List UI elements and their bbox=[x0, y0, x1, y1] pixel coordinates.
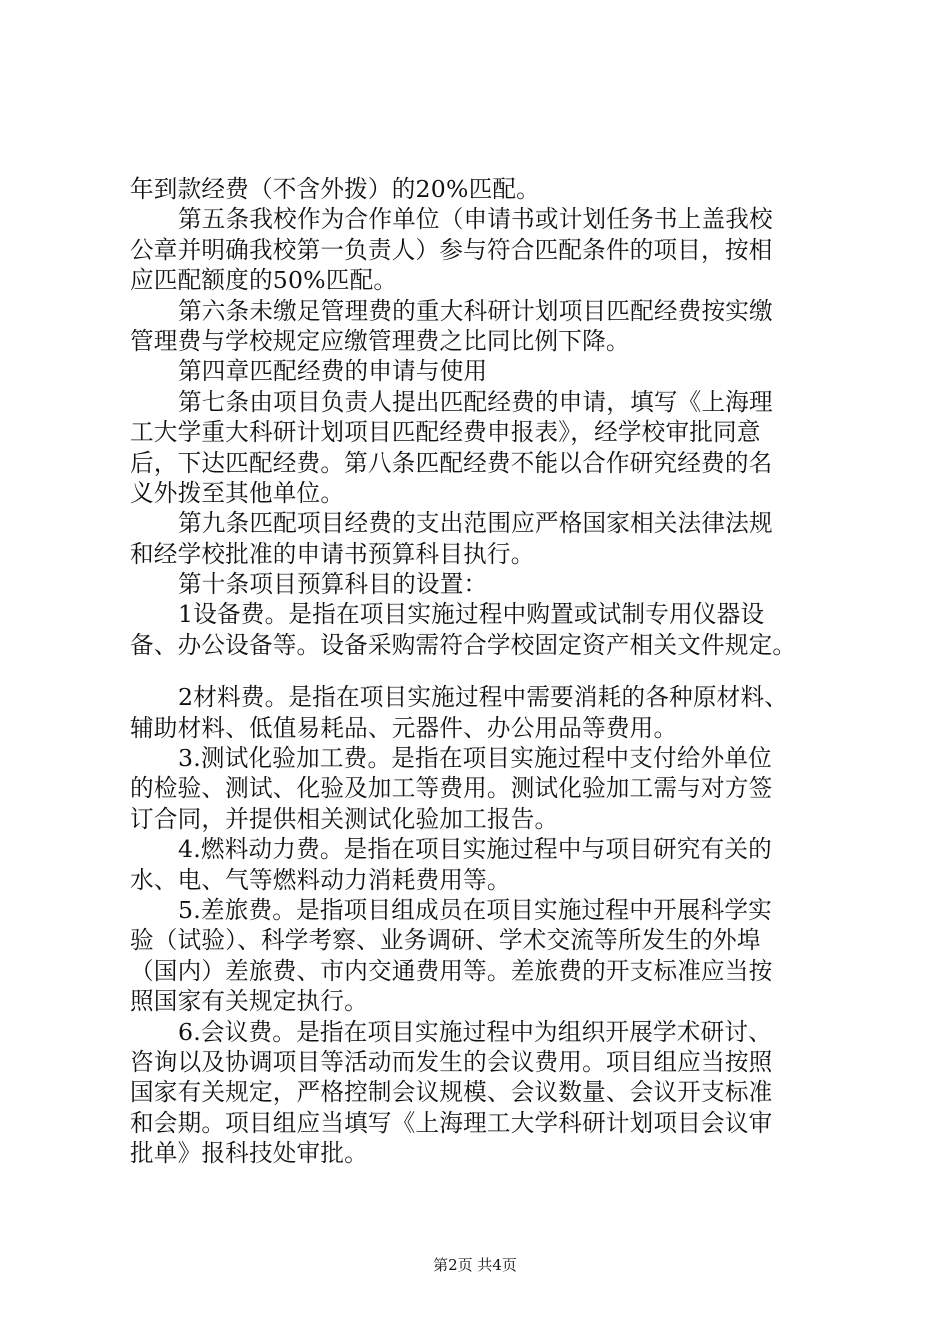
text-line: 第十条项目预算科目的设置： bbox=[178, 570, 488, 599]
text-line: 2材料费。是指在项目实施过程中需要消耗的各种原材料、 bbox=[178, 683, 789, 712]
text-line: 辅助材料、低值易耗品、元器件、办公用品等费用。 bbox=[130, 713, 678, 742]
text-line: 备、办公设备等。设备采购需符合学校固定资产相关文件规定。 bbox=[130, 630, 797, 659]
text-line: 年到款经费（不含外拨）的20%匹配。 bbox=[130, 175, 540, 203]
text-line: 水、电、气等燃料动力消耗费用等。 bbox=[130, 865, 511, 894]
text-line: 照国家有关规定执行。 bbox=[130, 987, 368, 1016]
text-line: 第五条我校作为合作单位（申请书或计划任务书上盖我校 bbox=[178, 205, 773, 234]
text-line: 第九条匹配项目经费的支出范围应严格国家相关法律法规 bbox=[178, 509, 773, 538]
text-line: 管理费与学校规定应缴管理费之比同比例下降。 bbox=[130, 326, 630, 355]
text-line: 公章并明确我校第一负责人）参与符合匹配条件的项目，按相 bbox=[130, 235, 773, 264]
text-line: 验（试验）、科学考察、业务调研、学术交流等所发生的外埠 bbox=[130, 926, 761, 955]
text-line: 和会期。项目组应当填写《上海理工大学科研计划项目会议审 bbox=[130, 1108, 773, 1137]
text-line: 5.差旅费。是指项目组成员在项目实施过程中开展科学实 bbox=[178, 895, 772, 924]
text-line: 的检验、测试、化验及加工等费用。测试化验加工需与对方签 bbox=[130, 774, 773, 803]
text-line: 批单》报科技处审批。 bbox=[130, 1139, 368, 1168]
document-body bbox=[130, 174, 835, 1169]
text-line: 后，下达匹配经费。第八条匹配经费不能以合作研究经费的名 bbox=[130, 448, 773, 477]
text-line: 6.会议费。是指在项目实施过程中为组织开展学术研讨、 bbox=[178, 1017, 772, 1046]
chapter-heading: 第四章匹配经费的申请与使用 bbox=[178, 357, 488, 386]
text-line: 咨询以及协调项目等活动而发生的会议费用。项目组应当按照 bbox=[130, 1047, 773, 1076]
paragraph-gap bbox=[130, 660, 835, 682]
text-line: 国家有关规定，严格控制会议规模、会议数量、会议开支标准 bbox=[130, 1078, 773, 1107]
page-footer: 第2页 共4页 bbox=[433, 1256, 517, 1274]
text-line: 4.燃料动力费。是指在项目实施过程中与项目研究有关的 bbox=[178, 835, 772, 864]
text-line: 应匹配额度的50%匹配。 bbox=[130, 266, 398, 295]
text-line: 工大学重大科研计划项目匹配经费申报表》，经学校审批同意 bbox=[130, 418, 761, 447]
text-line: 义外拨至其他单位。 bbox=[130, 478, 345, 507]
text-line: 1设备费。是指在项目实施过程中购置或试制专用仪器设 bbox=[178, 600, 765, 629]
text-line: 订合同，并提供相关测试化验加工报告。 bbox=[130, 804, 559, 833]
text-line: 3.测试化验加工费。是指在项目实施过程中支付给外单位 bbox=[178, 744, 772, 773]
text-line: 第六条未缴足管理费的重大科研计划项目匹配经费按实缴 bbox=[178, 296, 773, 325]
text-line: （国内）差旅费、市内交通费用等。差旅费的开支标准应当按 bbox=[130, 956, 773, 985]
text-line: 第七条由项目负责人提出匹配经费的申请，填写《上海理 bbox=[178, 387, 773, 416]
text-line: 和经学校批准的申请书预算科目执行。 bbox=[130, 539, 535, 568]
